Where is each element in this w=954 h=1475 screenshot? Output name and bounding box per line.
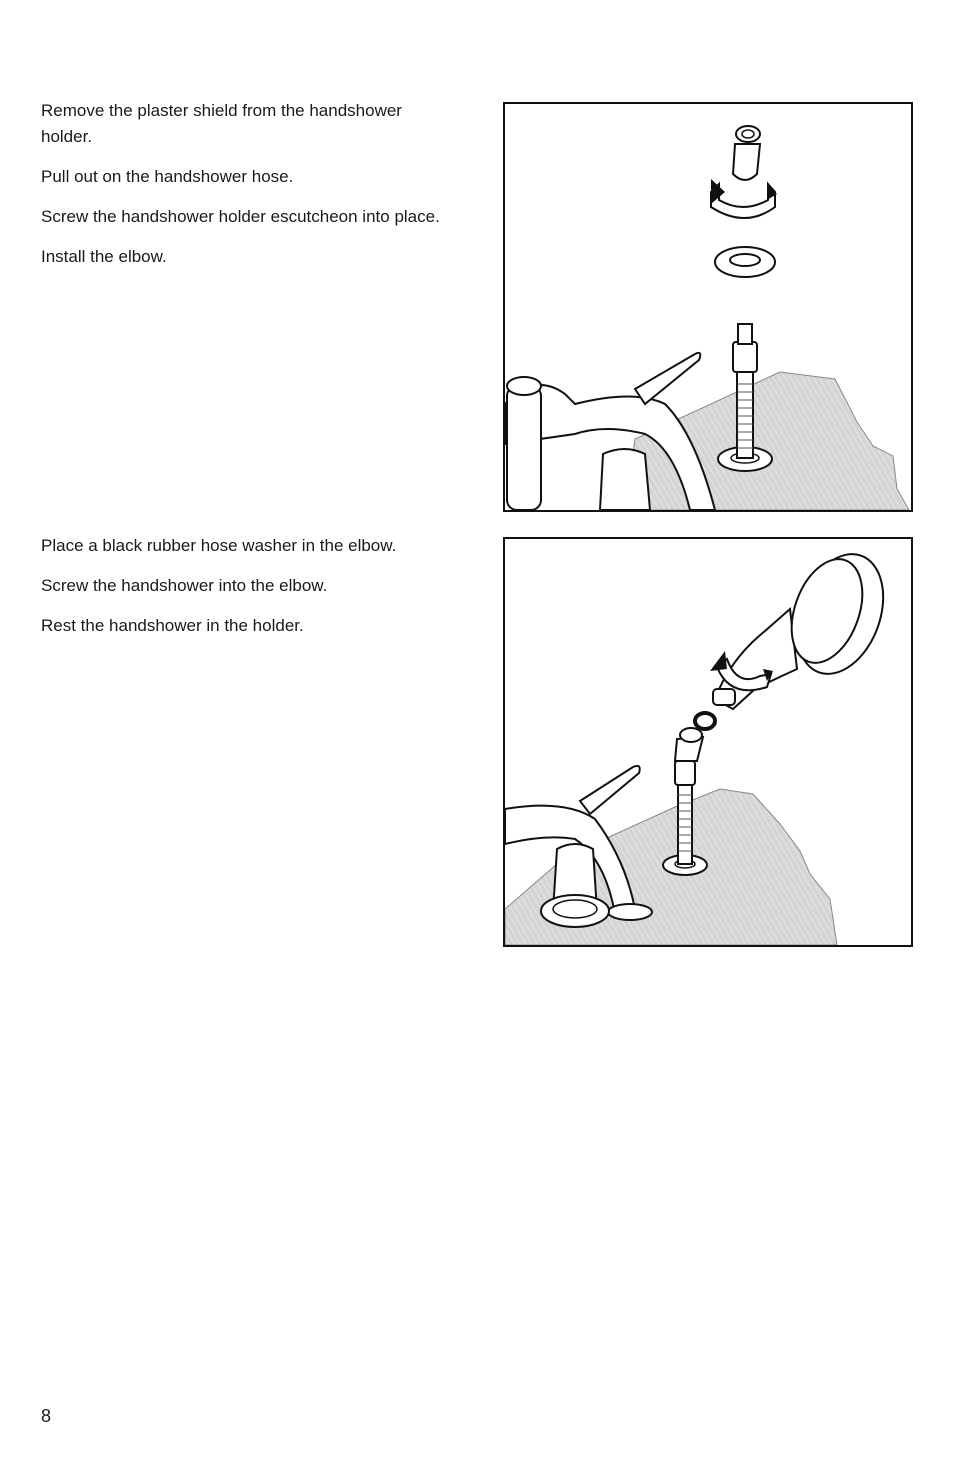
step-2-paragraph-2: Screw the handshower into the elbow. bbox=[41, 576, 328, 595]
step-2-paragraph-3: Rest the handshower in the holder. bbox=[41, 616, 304, 635]
install-elbow-illustration bbox=[505, 104, 911, 510]
step-1-paragraph-4: Install the elbow. bbox=[41, 247, 167, 266]
elbow bbox=[733, 144, 760, 180]
valve-body bbox=[507, 386, 541, 510]
handle-lever bbox=[580, 766, 640, 814]
handle-lever bbox=[635, 353, 700, 404]
handshower-hose bbox=[737, 372, 753, 458]
figure-install-handshower bbox=[503, 537, 913, 947]
rubber-washer bbox=[695, 713, 715, 729]
figure-install-elbow bbox=[503, 102, 913, 512]
step-2-paragraph-1: Place a black rubber hose washer in the elbow. bbox=[41, 536, 397, 555]
step-1-paragraph-1: Remove the plaster shield from the handshower holder. bbox=[41, 101, 402, 146]
step-1-instructions bbox=[41, 98, 451, 284]
step-2-instructions bbox=[41, 533, 451, 653]
install-handshower-illustration bbox=[505, 539, 911, 945]
handshower-hose bbox=[678, 784, 692, 864]
handshower-connector bbox=[713, 689, 735, 705]
hose-connector bbox=[733, 342, 757, 372]
valve-cap bbox=[507, 377, 541, 395]
step-1-paragraph-2: Pull out on the handshower hose. bbox=[41, 167, 294, 186]
handle-base bbox=[600, 449, 650, 510]
page-number: 8 bbox=[41, 1406, 52, 1426]
step-1-paragraph-3: Screw the handshower holder escutcheon into place. bbox=[41, 207, 440, 226]
